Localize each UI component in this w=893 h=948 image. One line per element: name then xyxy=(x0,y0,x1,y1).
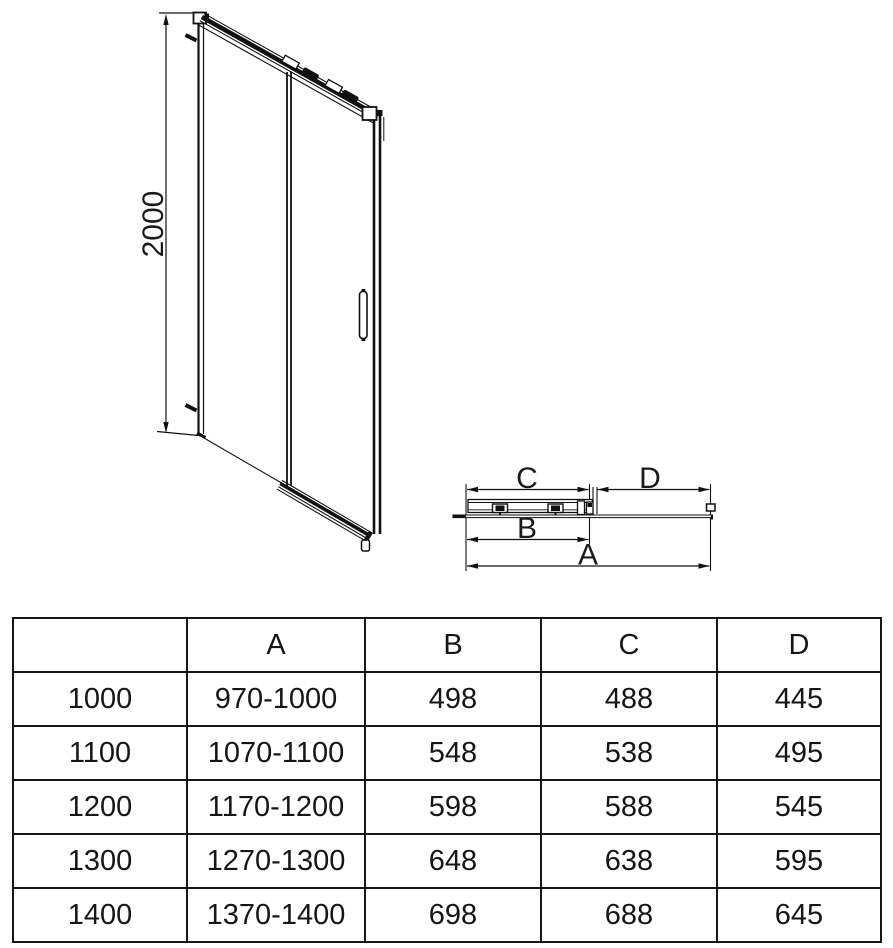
table-cell: 445 xyxy=(717,672,881,726)
dim-c-label: C xyxy=(516,462,538,495)
table-cell: 1070-1100 xyxy=(187,726,365,780)
left-wall-profile xyxy=(186,13,210,438)
table-cell: 545 xyxy=(717,780,881,834)
plan-view-drawing xyxy=(440,440,730,585)
table-row xyxy=(13,780,881,834)
table-header-cell: A xyxy=(187,618,365,672)
front-view-drawing xyxy=(0,0,450,600)
dim-b-label: B xyxy=(516,512,538,545)
table-cell: 638 xyxy=(541,834,717,888)
dim-a-label: A xyxy=(577,538,599,572)
panel-divider xyxy=(287,72,291,486)
table-cell: 588 xyxy=(541,780,717,834)
height-dimension-label: 2000 xyxy=(137,190,170,258)
table-header-cell: C xyxy=(541,618,717,672)
table-cell: 1270-1300 xyxy=(187,834,365,888)
roller-block xyxy=(548,504,563,516)
dim-d-label: D xyxy=(639,462,661,495)
bottom-rail xyxy=(277,480,373,542)
table-cell: 970-1000 xyxy=(187,672,365,726)
table-cell: 688 xyxy=(541,888,717,942)
table-cell: 598 xyxy=(365,780,541,834)
table-cell: 1370-1400 xyxy=(187,888,365,942)
table-cell: 495 xyxy=(717,726,881,780)
table-cell: 645 xyxy=(717,888,881,942)
table-row xyxy=(13,672,881,726)
table-cell: 1170-1200 xyxy=(187,780,365,834)
table-cell: 595 xyxy=(717,834,881,888)
table-cell: 548 xyxy=(365,726,541,780)
table-row xyxy=(13,834,881,888)
table-cell: 1100 xyxy=(13,726,187,780)
table-header-cell xyxy=(13,618,187,672)
bottom-guide xyxy=(362,540,370,551)
door-handle xyxy=(360,289,368,341)
table-row xyxy=(13,888,881,942)
top-rail xyxy=(198,10,382,123)
table-header-row xyxy=(13,618,881,672)
table-cell: 1400 xyxy=(13,888,187,942)
table-row xyxy=(13,726,881,780)
table-header-cell: D xyxy=(717,618,881,672)
table-cell: 698 xyxy=(365,888,541,942)
table-cell: 498 xyxy=(365,672,541,726)
table-cell: 1300 xyxy=(13,834,187,888)
table-cell: 488 xyxy=(541,672,717,726)
roller-block xyxy=(493,504,508,516)
table-cell: 648 xyxy=(365,834,541,888)
table-header-cell: B xyxy=(365,618,541,672)
table-cell: 1000 xyxy=(13,672,187,726)
table-cell: 538 xyxy=(541,726,717,780)
table-cell: 1200 xyxy=(13,780,187,834)
dimension-table xyxy=(12,617,882,943)
